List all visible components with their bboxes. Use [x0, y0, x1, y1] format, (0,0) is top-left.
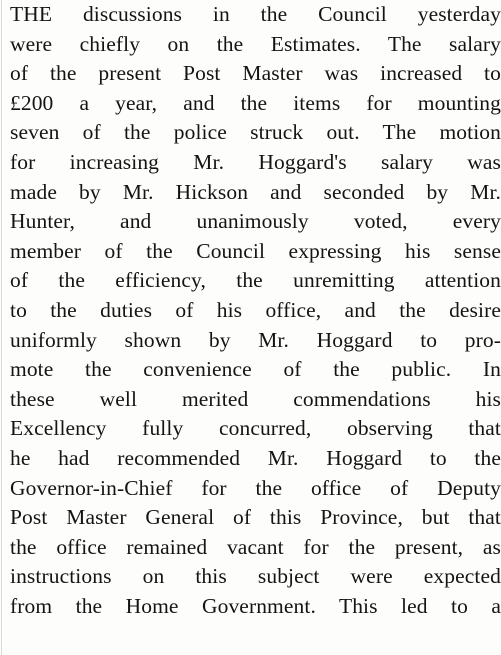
- article-line-10: of the efficiency, the unremitting attention: [10, 268, 501, 293]
- article-line-3: of the present Post Master was increased to: [10, 61, 501, 86]
- article-line-6: for increasing Mr. Hoggard's salary was: [10, 149, 501, 174]
- article-line-13: mote the convenience of the public. In: [10, 357, 501, 382]
- article-line-8: Hunter, and unanimously voted, every: [10, 209, 501, 234]
- article-line-4: £200 a year, and the items for mounting: [10, 90, 501, 115]
- article-line-12: uniformly shown by Mr. Hoggard to pro-: [10, 327, 501, 352]
- article-line-14: these well merited commendations his: [10, 386, 501, 411]
- article-line-2: were chiefly on the Estimates. The salary: [10, 31, 501, 56]
- article-line-19: the office remained vacant for the present, as: [10, 534, 501, 559]
- article-line-17: Governor-in-Chief for the office of Deputy: [10, 475, 501, 500]
- article-line-16: he had recommended Mr. Hoggard to the: [10, 445, 501, 470]
- article-column: [10, 0, 501, 621]
- article-line-11: to the duties of his office, and the desire: [10, 297, 501, 322]
- article-line-1: THE discussions in the Council yesterday: [10, 2, 501, 26]
- article-line-7: made by Mr. Hickson and seconded by Mr.: [10, 179, 501, 204]
- article-line-9: member of the Council expressing his sense: [10, 238, 501, 263]
- column-margin-rule: [1, 0, 2, 655]
- article-line-5: seven of the police struck out. The motion: [10, 120, 501, 145]
- article-line-21: from the Home Government. This led to a: [10, 593, 501, 618]
- article-line-20: instructions on this subject were expected: [10, 564, 501, 589]
- article-line-15: Excellency fully concurred, observing that: [10, 416, 501, 441]
- article-line-18: Post Master General of this Province, but that: [10, 505, 501, 530]
